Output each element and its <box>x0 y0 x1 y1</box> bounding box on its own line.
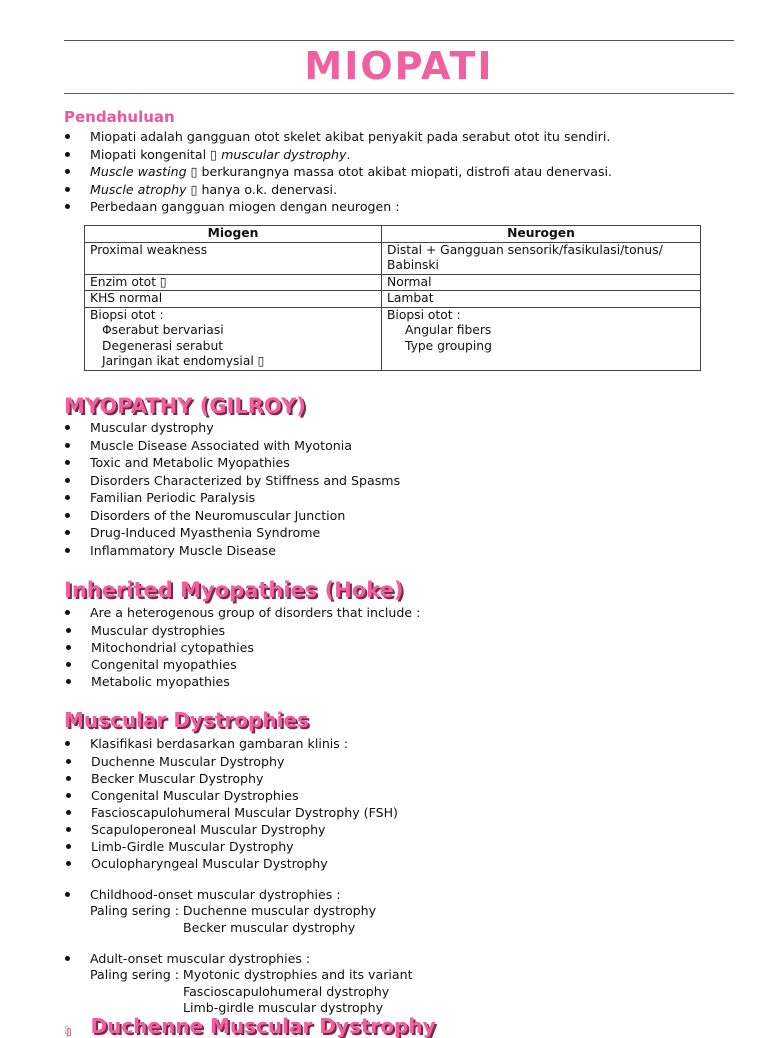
gilroy-item: Inflammatory Muscle Disease <box>64 542 400 560</box>
childhood-bullet <box>64 886 341 904</box>
hoke-subitem: Mitochondrial cytopathies <box>38 639 420 656</box>
gilroy-item: Toxic and Metabolic Myopathies <box>64 454 400 472</box>
hoke-intro: Are a heterogenous group of disorders that include : <box>64 604 420 622</box>
childhood-line-2: Becker muscular dystrophy <box>183 919 356 935</box>
page-title: MIOPATI <box>304 44 494 88</box>
gilroy-heading: MYOPATHY (GILROY) <box>64 394 306 418</box>
table-cell-line: Enzim otot ▯ <box>90 274 167 289</box>
table-cell-line: Distal + Gangguan sensorik/fasikulasi/tonus/ <box>387 242 663 257</box>
table-cell-line: Babinski <box>387 258 439 272</box>
gilroy-item: Muscle Disease Associated with Myotonia <box>64 437 400 455</box>
dystrophy-type: Becker Muscular Dystrophy <box>38 770 398 787</box>
intro-item <box>64 128 612 146</box>
intro-item-post: . <box>346 146 351 162</box>
intro-item <box>64 163 612 181</box>
hoke-heading: Inherited Myopathies (Hoke) <box>64 578 404 602</box>
table-cell-line: Normal <box>387 274 432 289</box>
table-row <box>85 274 701 291</box>
gilroy-item: Drug-Induced Myasthenia Syndrome <box>64 524 400 542</box>
table-cell-neurogen <box>382 307 701 370</box>
adult-bullet <box>64 950 310 968</box>
table-cell-line: Jaringan ikat endomysial ▯ <box>102 354 265 368</box>
table-header-miogen: Miogen <box>85 226 382 243</box>
table-header-row <box>85 226 701 243</box>
gilroy-item: Disorders Characterized by Stiffness and Spasms <box>64 472 400 490</box>
table-cell-line: Type grouping <box>405 338 492 353</box>
intro-heading: Pendahuluan <box>64 108 175 126</box>
intro-item-em: Muscle atrophy <box>90 181 187 197</box>
table-cell-neurogen <box>382 242 701 274</box>
table-cell-line: Angular fibers <box>405 323 492 337</box>
top-rule <box>64 40 734 41</box>
gilroy-item: Muscular dystrophy <box>64 419 400 437</box>
table-cell-miogen <box>85 242 382 274</box>
table-cell-line: Degenerasi serabut <box>102 338 224 353</box>
hoke-subitem-list <box>38 622 420 690</box>
title-rule <box>64 93 734 94</box>
table-cell-miogen <box>85 274 382 291</box>
intro-item-post: Miopati adalah gangguan otot skelet akibat penyakit pada serabut otot itu sendiri. <box>90 129 611 144</box>
table-row <box>85 307 701 370</box>
adult-line-3: Limb-girdle muscular dystrophy <box>183 1000 384 1015</box>
adult-lines <box>90 967 413 1017</box>
table-cell-miogen <box>85 307 382 370</box>
table-cell-line: KHS normal <box>90 291 163 305</box>
table-cell-miogen <box>85 291 382 308</box>
dystrophy-type: Congenital Muscular Dystrophies <box>38 787 398 804</box>
next-section-heading: ▯ Duchenne Muscular Dystrophy <box>64 1014 436 1038</box>
dystrophies-list <box>64 735 398 872</box>
intro-item-post: ▯ berkurangnya massa otot akibat miopati, distrofi atau denervasi. <box>186 164 613 179</box>
adult-label: Adult-onset muscular dystrophies : <box>64 950 310 968</box>
dystrophy-type-list <box>38 753 398 872</box>
dystrophy-type: Scapuloperoneal Muscular Dystrophy <box>38 821 398 838</box>
hoke-subitem: Metabolic myopathies <box>38 673 420 690</box>
table-cell-line: Φserabut bervariasi <box>102 323 224 337</box>
table-cell-line: Biopsi otot : <box>90 307 164 322</box>
adult-line-1: Paling sering : Myotonic dystrophies and its variant <box>90 967 413 982</box>
table-row <box>85 242 701 274</box>
dystrophies-heading: Muscular Dystrophies <box>64 708 309 732</box>
intro-item <box>64 198 612 216</box>
dystrophy-type: Oculopharyngeal Muscular Dystrophy <box>38 855 398 872</box>
intro-item-pre: Miopati kongenital ▯ <box>90 146 222 162</box>
table-cell-line: Proximal weakness <box>90 242 208 257</box>
dystrophy-type: Fascioscapulohumeral Muscular Dystrophy (FSH) <box>38 804 398 821</box>
hoke-list <box>64 604 420 690</box>
intro-list <box>64 128 612 216</box>
table-row <box>85 291 701 308</box>
intro-item <box>64 181 612 199</box>
childhood-line-1: Paling sering : Duchenne muscular dystrophy <box>90 903 377 918</box>
intro-item <box>64 146 612 164</box>
childhood-lines <box>90 903 376 936</box>
dystrophy-type: Limb-Girdle Muscular Dystrophy <box>38 838 398 855</box>
dystrophy-type: Duchenne Muscular Dystrophy <box>38 753 398 770</box>
intro-item-post: Perbedaan gangguan miogen dengan neurogen : <box>90 199 400 214</box>
gilroy-item: Familian Periodic Paralysis <box>64 489 400 507</box>
gilroy-item: Disorders of the Neuromuscular Junction <box>64 507 400 525</box>
table-header-neurogen: Neurogen <box>382 226 701 243</box>
intro-item-em: Muscle wasting <box>90 164 187 179</box>
table-cell-neurogen <box>382 291 701 308</box>
dystrophies-intro: Klasifikasi berdasarkan gambaran klinis : <box>64 735 398 753</box>
hoke-subitem: Muscular dystrophies <box>38 622 420 639</box>
table-cell-line: Lambat <box>387 291 434 305</box>
hoke-subitem: Congenital myopathies <box>38 656 420 673</box>
bullet-glyph-icon: ▯ <box>64 1025 70 1036</box>
childhood-label: Childhood-onset muscular dystrophies : <box>64 886 341 904</box>
adult-line-2: Fascioscapulohumeral dystrophy <box>183 983 390 999</box>
comparison-table <box>84 225 701 371</box>
gilroy-list <box>64 419 400 559</box>
table-cell-line: Biopsi otot : <box>387 307 461 322</box>
intro-item-post: ▯ hanya o.k. denervasi. <box>186 181 338 197</box>
intro-item-em: muscular dystrophy <box>221 146 347 162</box>
table-cell-neurogen <box>382 274 701 291</box>
